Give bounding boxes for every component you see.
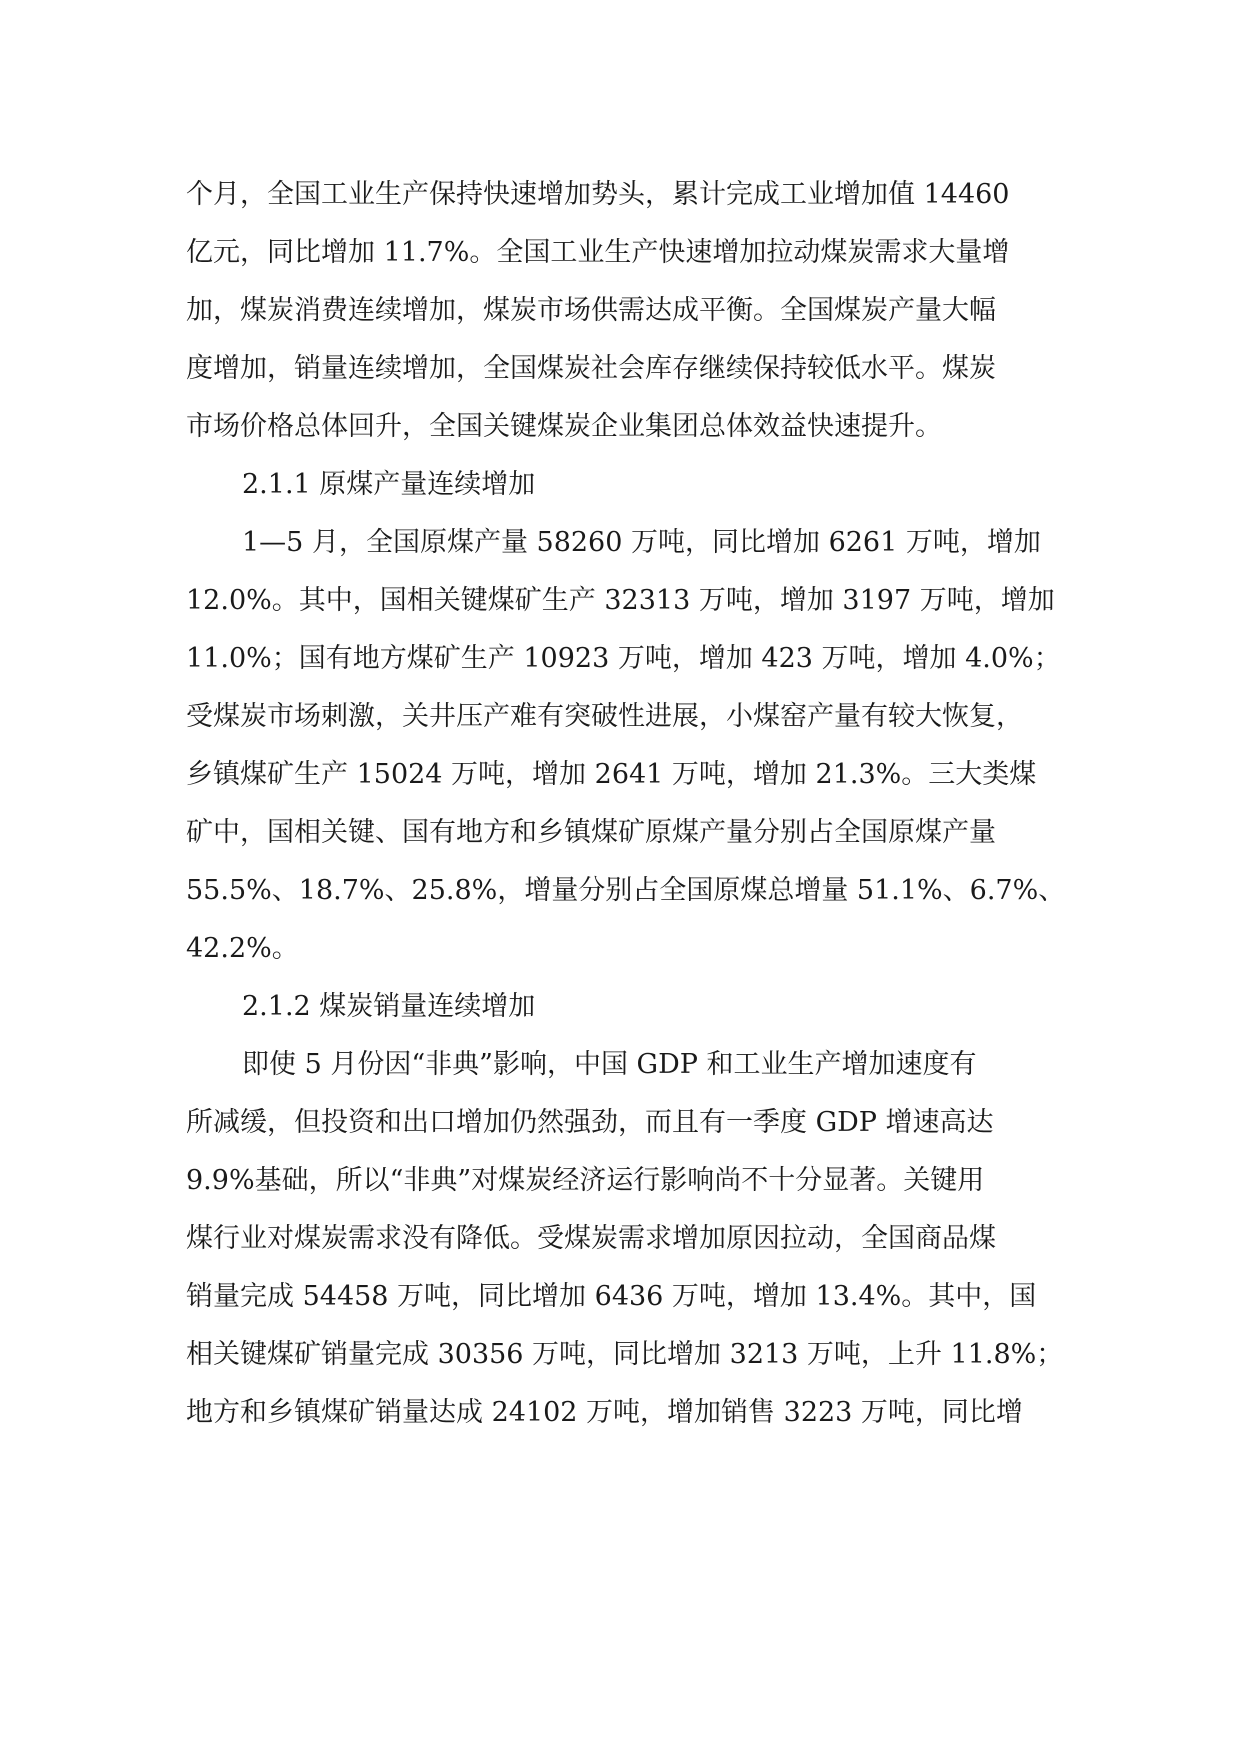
paragraph-line: 市场价格总体回升，全国关键煤炭企业集团总体效益快速提升。: [186, 411, 942, 442]
paragraph-line: 受煤炭市场刺激，关井压产难有突破性进展，小煤窑产量有较大恢复，: [186, 701, 1023, 732]
paragraph-line: 度增加，销量连续增加，全国煤炭社会库存继续保持较低水平。煤炭: [186, 353, 996, 384]
section-heading: 2.1.1 原煤产量连续增加: [242, 469, 536, 500]
paragraph-line: 个月，全国工业生产保持快速增加势头，累计完成工业增加值 14460: [186, 179, 1010, 210]
paragraph-line: 乡镇煤矿生产 15024 万吨，增加 2641 万吨，增加 21.3%。三大类煤: [186, 759, 1037, 790]
paragraph-line: 42.2%。: [186, 933, 299, 964]
paragraph-line: 亿元，同比增加 11.7%。全国工业生产快速增加拉动煤炭需求大量增: [186, 237, 1010, 268]
paragraph-line: 55.5%、18.7%、25.8%，增量分别占全国原煤总增量 51.1%、6.7%、: [186, 875, 1066, 906]
paragraph-line: 11.0%；国有地方煤矿生产 10923 万吨，增加 423 万吨，增加 4.0%；: [186, 643, 1061, 674]
paragraph-line: 所减缓，但投资和出口增加仍然强劲，而且有一季度 GDP 增速高达: [186, 1107, 994, 1138]
paragraph-line: 矿中，国相关键、国有地方和乡镇煤矿原煤产量分别占全国原煤产量: [186, 817, 996, 848]
paragraph-line: 相关键煤矿销量完成 30356 万吨，同比增加 3213 万吨，上升 11.8%；: [186, 1339, 1064, 1370]
paragraph-line: 9.9%基础，所以“非典”对煤炭经济运行影响尚不十分显著。关键用: [186, 1165, 985, 1196]
paragraph-line: 加，煤炭消费连续增加，煤炭市场供需达成平衡。全国煤炭产量大幅: [186, 295, 996, 326]
paragraph-line: 即使 5 月份因“非典”影响，中国 GDP 和工业生产增加速度有: [242, 1049, 977, 1080]
section-heading: 2.1.2 煤炭销量连续增加: [242, 991, 536, 1022]
paragraph-line: 地方和乡镇煤矿销量达成 24102 万吨，增加销售 3223 万吨，同比增: [186, 1397, 1023, 1428]
paragraph-line: 1—5 月，全国原煤产量 58260 万吨，同比增加 6261 万吨，增加: [242, 527, 1041, 558]
paragraph-line: 销量完成 54458 万吨，同比增加 6436 万吨，增加 13.4%。其中，国: [186, 1281, 1037, 1312]
paragraph-line: 煤行业对煤炭需求没有降低。受煤炭需求增加原因拉动，全国商品煤: [186, 1223, 996, 1254]
paragraph-line: 12.0%。其中，国相关键煤矿生产 32313 万吨，增加 3197 万吨，增加: [186, 585, 1055, 616]
